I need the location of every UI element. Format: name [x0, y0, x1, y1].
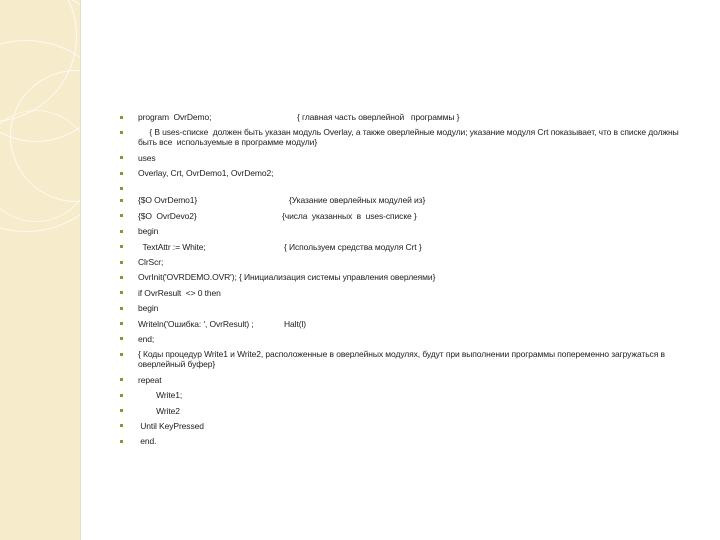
code-text: Write1;: [138, 390, 183, 401]
code-line: [112, 375, 712, 385]
bullet-icon: [120, 337, 123, 340]
bullet-icon: [120, 291, 123, 294]
code-line: [112, 319, 712, 329]
bullet-icon: [120, 378, 123, 381]
code-line: [112, 168, 712, 178]
code-line: [112, 303, 712, 313]
bullet-icon: [120, 187, 123, 190]
code-comment: { Используем средства модуля Crt }: [284, 241, 422, 252]
code-text: begin: [138, 226, 159, 237]
code-line: [112, 226, 712, 236]
code-line: [112, 436, 712, 446]
bullet-icon: [120, 214, 123, 217]
code-line: [112, 406, 712, 416]
code-listing: [112, 112, 712, 452]
code-text: { В uses-списке должен быть указан модуль Overlay, а также оверлейные модули; указание модуля Crt показывает, что в списке должны быть все используемые в программе модули}: [138, 127, 681, 148]
code-text: Write2: [138, 405, 180, 416]
code-line: [112, 334, 712, 344]
bullet-icon: [120, 199, 123, 202]
code-line: [112, 127, 712, 147]
code-text: Overlay, Crt, OvrDemo1, OvrDemo2;: [138, 168, 274, 179]
bullet-icon: [120, 394, 123, 397]
code-comment: { главная часть оверлейной программы }: [297, 112, 460, 122]
bullet-icon: [120, 276, 123, 279]
bullet-icon: [120, 424, 123, 427]
side-divider: [80, 0, 81, 540]
code-text: begin: [138, 303, 159, 314]
code-text: { Коды процедур Write1 и Write2, расположенные в оверлейных модулях, будут при выполнении программы попеременно загружаться в оверлейный буфер}: [138, 349, 668, 370]
bullet-icon: [120, 440, 123, 443]
bullet-icon: [120, 172, 123, 175]
bullet-icon: [120, 131, 123, 134]
code-line: [112, 242, 712, 252]
code-text: OvrInit('OVRDEMO.OVR'); { Инициализация системы управления оверлеями}: [138, 272, 436, 283]
bullet-icon: [120, 353, 123, 356]
bullet-icon: [120, 116, 123, 119]
code-line: [112, 112, 712, 122]
code-text: Until KeyPressed: [138, 420, 204, 431]
code-text: Writeln('Ошибка: ', OvrResult) ;: [138, 318, 254, 329]
decorative-ring: [0, 110, 80, 222]
code-text: TextAttr := White;: [138, 241, 206, 252]
bullet-icon: [120, 409, 123, 412]
code-line: [112, 195, 712, 205]
code-text: {$O OvrDevo2}: [138, 210, 197, 221]
bullet-icon: [120, 245, 123, 248]
code-text: if OvrResult <> 0 then: [138, 287, 221, 298]
code-line: [112, 288, 712, 298]
code-line: [112, 390, 712, 400]
code-line: [112, 153, 712, 163]
code-line: [112, 421, 712, 431]
code-comment: {Указание оверлейных модулей из}: [289, 195, 426, 206]
decorative-side-panel: [0, 0, 80, 540]
code-line: [112, 257, 712, 267]
code-text: uses: [138, 152, 156, 163]
code-line: [112, 272, 712, 282]
code-line: [112, 211, 712, 221]
code-text: end;: [138, 333, 155, 344]
code-text: {$O OvrDemo1}: [138, 195, 198, 206]
code-comment: {числа указанных в uses-списке }: [282, 210, 417, 221]
code-line: [112, 349, 712, 369]
code-text: program OvrDemo;: [138, 112, 212, 122]
bullet-icon: [120, 261, 123, 264]
code-line: [112, 184, 712, 191]
code-text: ClrScr;: [138, 257, 164, 268]
code-text: end.: [138, 436, 157, 447]
code-comment: Halt(l): [284, 318, 306, 329]
bullet-icon: [120, 230, 123, 233]
bullet-icon: [120, 156, 123, 159]
bullet-icon: [120, 322, 123, 325]
bullet-icon: [120, 307, 123, 310]
code-text: repeat: [138, 374, 162, 385]
